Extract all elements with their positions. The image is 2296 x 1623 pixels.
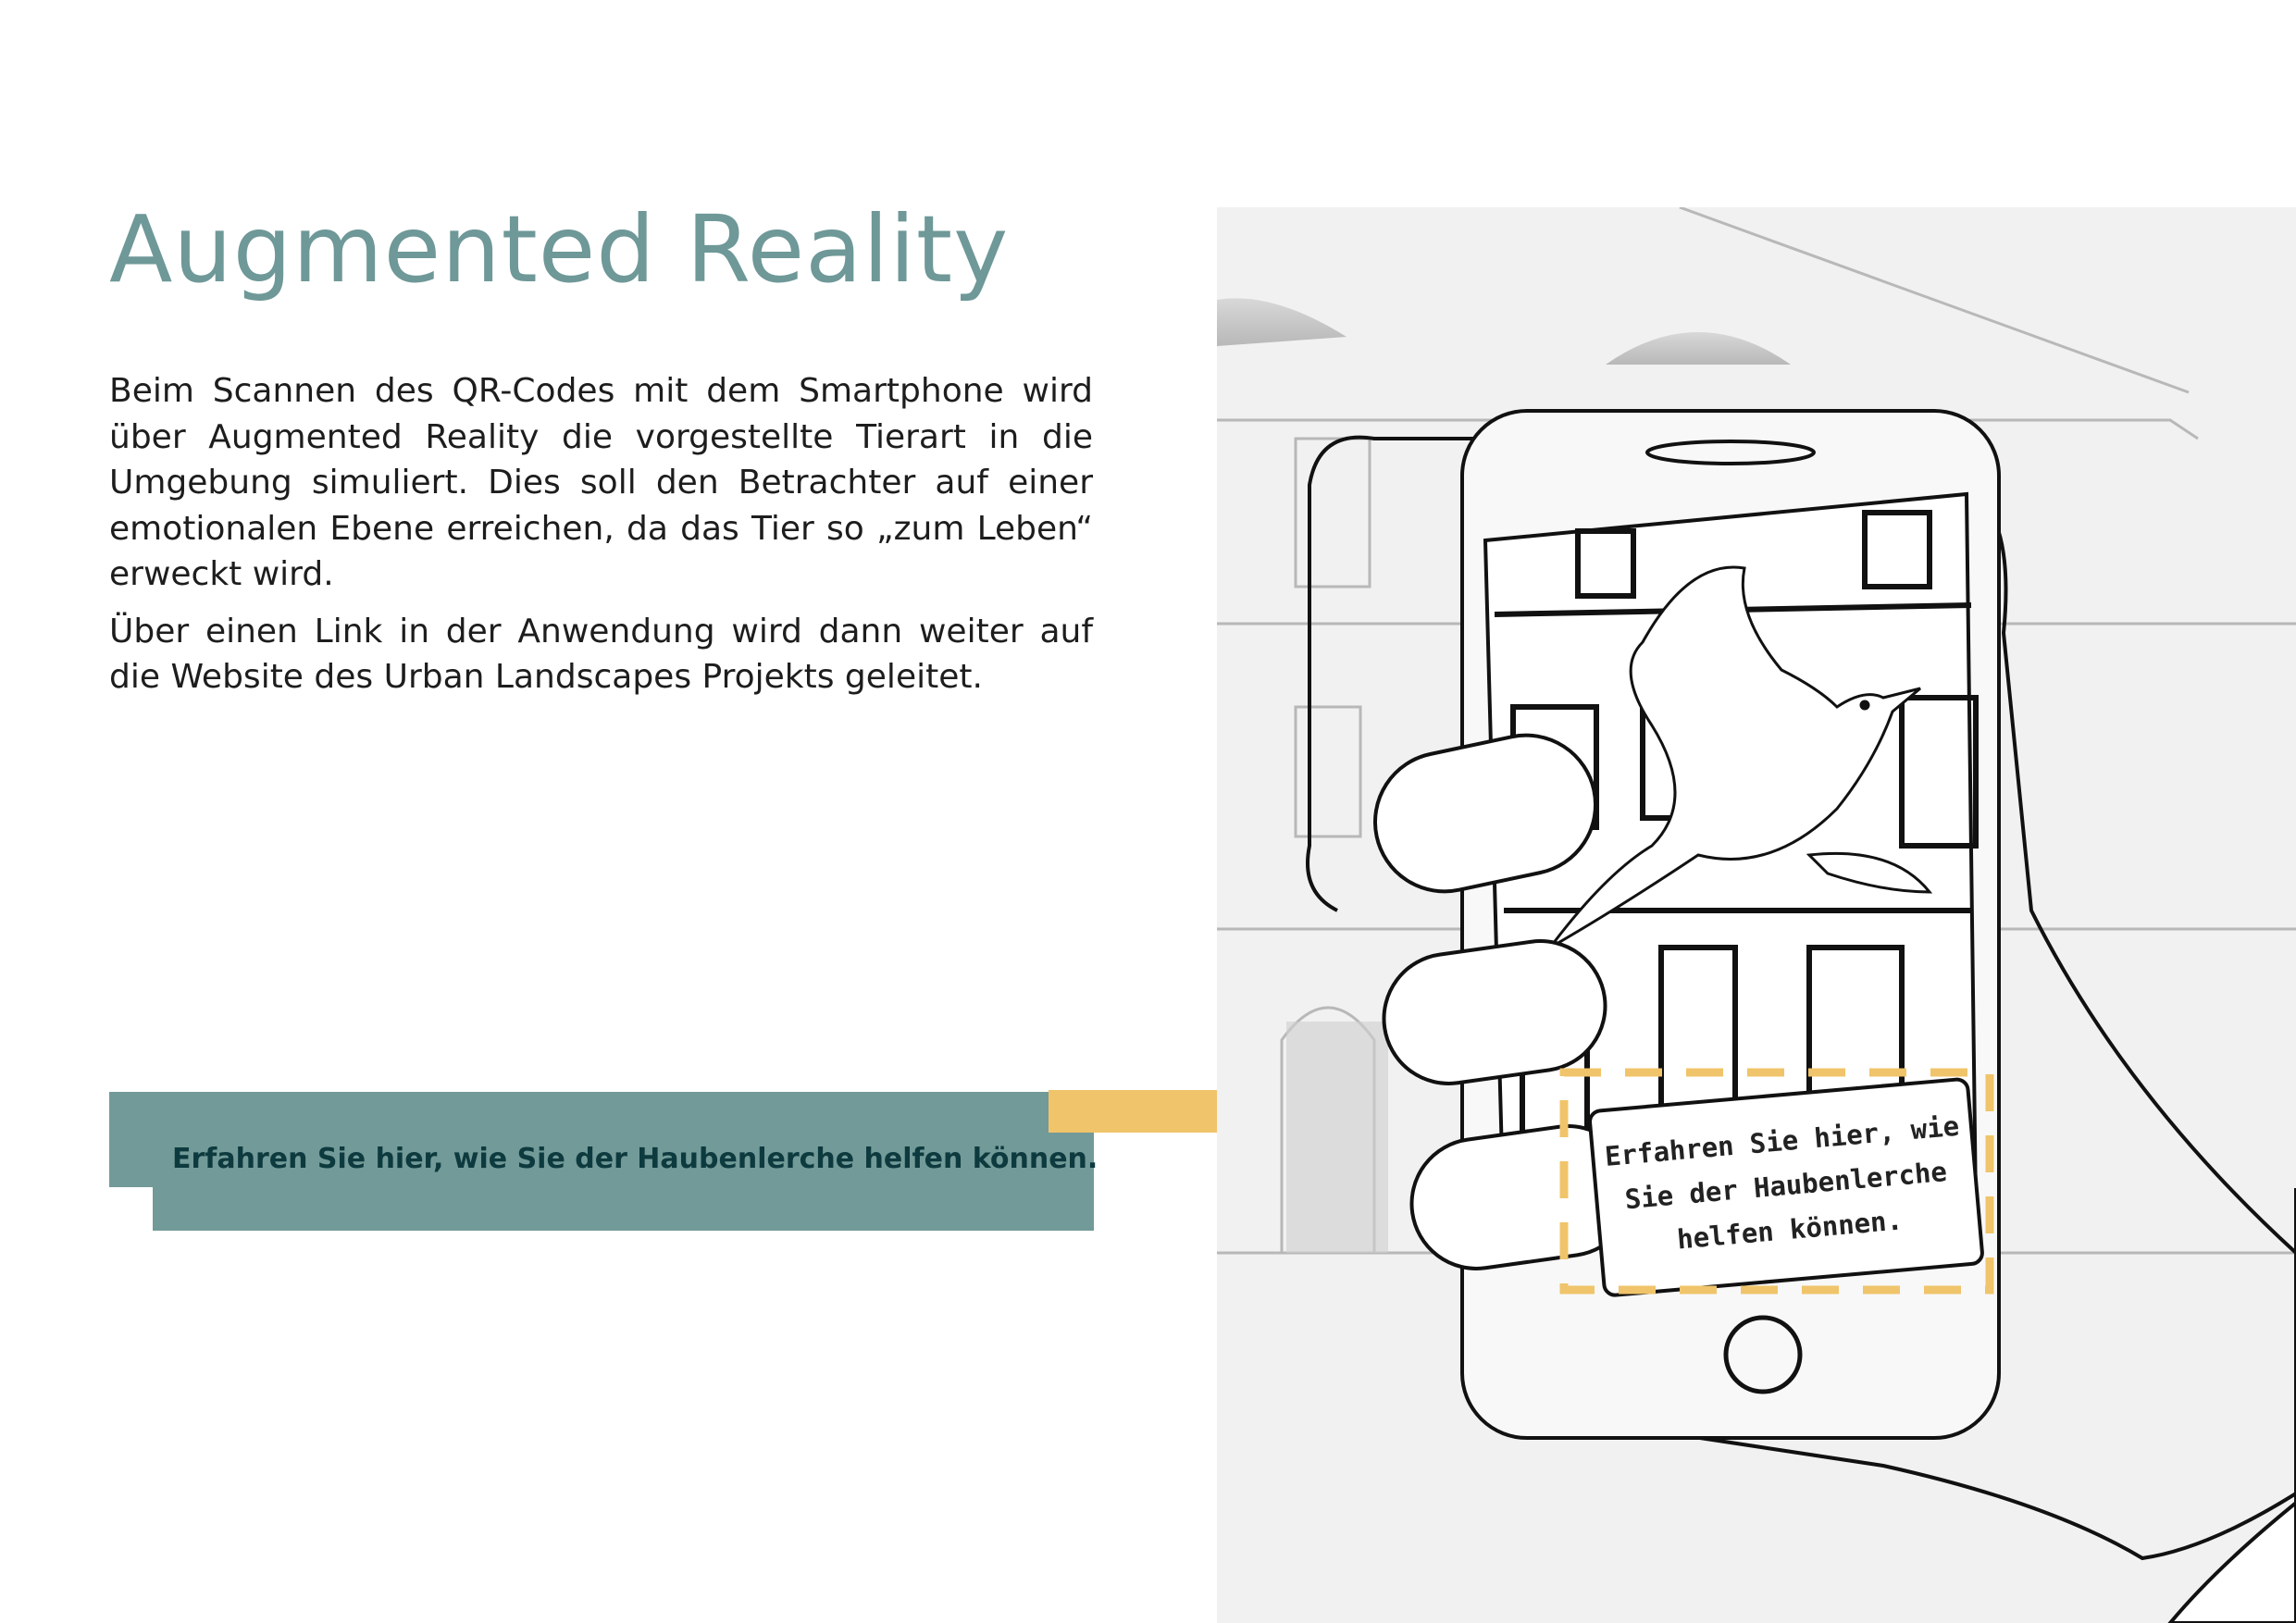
callout-text: Erfahren Sie hier, wie Sie der Haubenlerche helfen können.	[172, 1143, 1098, 1175]
paragraph-link: Über einen Link in der Anwendung wird dann weiter auf die Website des Urban Landscapes Projekts geleitet.	[109, 612, 1093, 696]
ar-illustration	[1217, 207, 2296, 1623]
phone-screen-label	[1589, 1079, 1983, 1296]
page-title: Augmented Reality	[109, 195, 1010, 304]
callout-banner-offset	[153, 1184, 1094, 1231]
phone-label-line-2: Sie der Haubenlerche	[1623, 1155, 1949, 1216]
body-text	[109, 368, 1093, 712]
phone-label-line-3: helfen können.	[1675, 1204, 1905, 1256]
paragraph-intro: Beim Scannen des QR-Codes mit dem Smartphone wird über Augmented Reality die vorgestellte Tierart in die Umgebung simuliert. Dies soll den Betrachter auf einer emotionalen Ebene erreichen, da das Tier so „zum Leben“ erweckt wird.	[109, 372, 1093, 593]
window-arch	[1286, 1022, 1388, 1253]
phone-label-line-1: Erfahren Sie hier, wie	[1603, 1109, 1961, 1172]
